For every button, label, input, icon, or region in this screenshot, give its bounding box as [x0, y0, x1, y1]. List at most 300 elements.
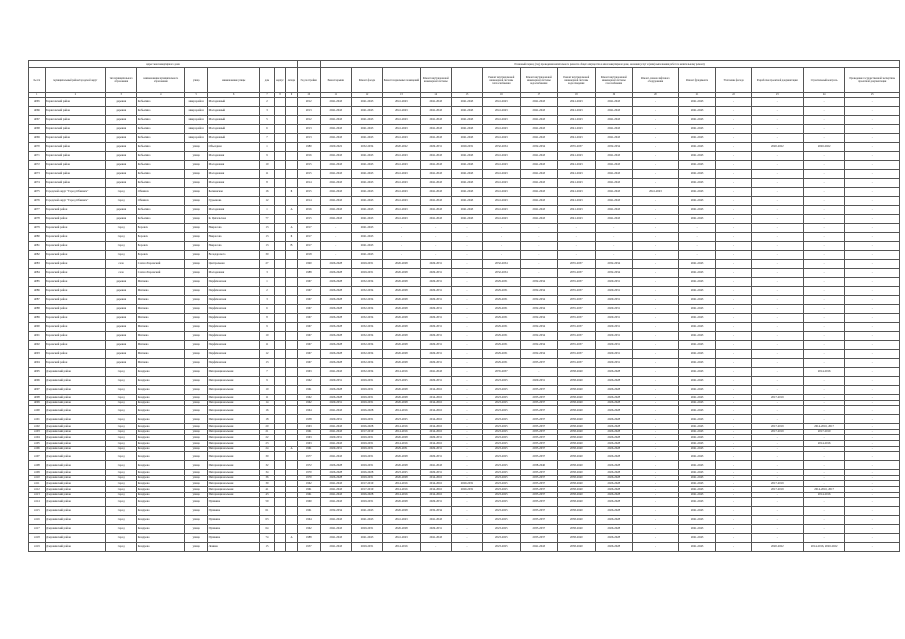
table-cell: - [633, 206, 679, 215]
table-cell: - [716, 507, 751, 516]
table-cell: 2023-2025 [483, 475, 520, 481]
table-cell: 2029-2031 [420, 332, 451, 341]
table-cell: 2014-2016 [420, 386, 451, 395]
table-cell: 2026-2028 [383, 287, 420, 296]
table-cell: 2041-2043 [420, 134, 451, 143]
table-cell: - [845, 251, 900, 260]
table-cell: город [106, 368, 137, 377]
table-cell: 2041-2043 [595, 206, 632, 215]
table-row [29, 341, 900, 350]
table-row [29, 525, 900, 534]
table-cell: 1963 [297, 424, 320, 430]
table-cell: 4089 [29, 314, 46, 323]
table-cell: Интернациональная [208, 377, 260, 386]
table-cell: - [451, 452, 482, 461]
table-cell: Борисовский район [45, 134, 105, 143]
table-cell: - [716, 498, 751, 507]
table-cell: 2029-2031 [483, 278, 520, 287]
table-cell: Молодежный [208, 116, 260, 125]
table-cell: - [751, 197, 803, 206]
table-cell: 2035-2037 [558, 305, 595, 314]
table-cell: 4115 [29, 507, 46, 516]
table-cell: - [845, 260, 900, 269]
table-cell: 2041-2043 [678, 498, 715, 507]
table-cell: 2041-2043 [678, 125, 715, 134]
column-number: 21 [678, 93, 715, 98]
column-header: улица [185, 68, 208, 93]
table-cell: 34 [260, 470, 275, 476]
table-cell [286, 525, 298, 534]
table-cell: 2041-2043 [420, 170, 451, 179]
table-cell: 2041-2043 [678, 134, 715, 143]
table-cell: 8 [260, 179, 275, 188]
table-cell: 2016 [297, 152, 320, 161]
table-cell: 2041-2043 [483, 107, 520, 116]
table-cell: - [420, 233, 451, 242]
table-cell: Кондрово [137, 440, 185, 446]
table-cell: Дзержинский район [45, 446, 105, 452]
table-cell: 1972 [297, 461, 320, 470]
table-cell: Митяево [137, 359, 185, 368]
group-address-header: Адрес многоквартирного дома [29, 61, 298, 68]
table-cell: 2041-2043 [320, 429, 351, 435]
table-cell: 2041-2043 [595, 116, 632, 125]
table-cell: 2041-2043 [678, 296, 715, 305]
table-cell: - [751, 251, 803, 260]
table-cell: город [106, 507, 137, 516]
table-cell: - [451, 233, 482, 242]
table-cell: 2041-2043 [678, 475, 715, 481]
table-cell: - [633, 278, 679, 287]
table-cell: Борисовский район [45, 179, 105, 188]
table-cell: 2041-2043 [420, 116, 451, 125]
table-cell: 2013 [297, 134, 320, 143]
table-cell: Дзержинский район [45, 534, 105, 543]
table-cell: - [751, 314, 803, 323]
column-number: 20 [633, 93, 679, 98]
table-cell: 2041-2043 [558, 206, 595, 215]
table-cell: - [803, 278, 845, 287]
table-cell: Кондрово [137, 429, 185, 435]
table-cell: - [751, 492, 803, 498]
table-cell: Дзержинский район [45, 543, 105, 552]
table-cell: 2041-2043 [420, 461, 451, 470]
table-cell: 2038-2040 [558, 525, 595, 534]
table-cell: - [520, 368, 557, 377]
table-cell: - [420, 251, 451, 260]
table-cell: город [106, 534, 137, 543]
table-cell: 2014-2016 [383, 429, 420, 435]
table-cell: улица [185, 188, 208, 197]
table-cell: Боровский район [45, 251, 105, 260]
table-cell: Интернациональная [208, 435, 260, 441]
table-cell: 2041-2043 [383, 516, 420, 525]
table-cell: 2029-2031 [595, 287, 632, 296]
table-cell: Б [286, 233, 298, 242]
table-cell: 16 [260, 188, 275, 197]
table-cell: - [751, 332, 803, 341]
table-row [29, 188, 900, 197]
table-cell: Парфёновская [208, 314, 260, 323]
table-cell: 2041-2043 [451, 188, 482, 197]
table-cell: - [751, 400, 803, 406]
table-cell: - [633, 525, 679, 534]
table-cell: 2038-2040 [558, 543, 595, 552]
table-cell: Кондрово [137, 481, 185, 487]
table-cell: 2041-2043 [558, 125, 595, 134]
table-cell: 4096 [29, 377, 46, 386]
table-cell: 2026-2028 [320, 269, 351, 278]
table-cell: 2035-2037 [520, 424, 557, 430]
table-cell: 2041-2043 [678, 534, 715, 543]
table-cell: 2041-2043 [383, 215, 420, 224]
table-cell: 2035-2037 [520, 429, 557, 435]
table-cell: 2014-2016, 2020-2022 [803, 543, 845, 552]
table-cell: Борисовский район [45, 161, 105, 170]
table-cell: Дзержинский район [45, 386, 105, 395]
table-cell: - [633, 415, 679, 424]
table-cell: 2029-2031 [483, 359, 520, 368]
table-cell: Дзержинский район [45, 429, 105, 435]
table-cell: - [716, 446, 751, 452]
column-header: Разработка проектной документации [751, 68, 803, 93]
table-cell: Некрасова [208, 242, 260, 251]
table-cell: 2041-2043 [595, 161, 632, 170]
table-cell: 2029-2031 [320, 446, 351, 452]
table-cell: Совхоз Боровский [137, 260, 185, 269]
table-cell: Некрасова [208, 233, 260, 242]
table-cell: 4103 [29, 429, 46, 435]
table-cell: - [751, 446, 803, 452]
column-header: Ремонт крыши [320, 68, 351, 93]
table-cell: город [106, 400, 137, 406]
table-cell: 2026-2028 [383, 350, 420, 359]
table-cell: улица [185, 543, 208, 552]
table-cell: 10 [260, 161, 275, 170]
table-cell: 2 [260, 98, 275, 107]
table-cell: 2029-2031 [451, 143, 482, 152]
table-cell: 2026-2028 [320, 314, 351, 323]
table-cell: Боровский район [45, 269, 105, 278]
table-cell [274, 296, 285, 305]
table-cell: - [803, 461, 845, 470]
table-cell: 2041-2043 [520, 206, 557, 215]
table-cell: 2026-2028 [351, 492, 382, 498]
table-cell: - [803, 305, 845, 314]
table-cell: 2014-2016 [803, 440, 845, 446]
group-works-header: Плановый период (год) проведения капитального ремонта общего имущества в многоквартирном доме, оказания услуг и (или) выполнения работ по капитальному ремонту [320, 61, 899, 68]
table-cell: 2017-2019 [751, 424, 803, 430]
table-cell: 2041-2043 [320, 424, 351, 430]
table-cell: - [558, 251, 595, 260]
table-row [29, 305, 900, 314]
table-cell: 11 [260, 341, 275, 350]
table-cell: 2041-2043 [520, 215, 557, 224]
table-cell: 2038-2040 [558, 424, 595, 430]
table-cell [286, 116, 298, 125]
table-cell: 36 [260, 475, 275, 481]
table-cell: Пушкина [208, 498, 260, 507]
table-cell: 2023-2025 [483, 516, 520, 525]
table-cell: - [716, 435, 751, 441]
table-cell: 2026-2028 [595, 461, 632, 470]
column-header: Ремонт фундамента [678, 68, 715, 93]
table-cell: Интернациональная [208, 440, 260, 446]
table-cell: 2038-2040 [558, 516, 595, 525]
table-cell: 2035-2037 [520, 400, 557, 406]
table-cell: - [751, 435, 803, 441]
table-cell: - [716, 269, 751, 278]
table-cell: Кобылино [137, 215, 185, 224]
table-cell: 2026-2028 [595, 516, 632, 525]
table-cell: - [751, 269, 803, 278]
column-header: Проведение государственной экспертизы проектной документации [845, 68, 900, 93]
table-cell: Интернациональная [208, 424, 260, 430]
table-cell: 1961 [297, 507, 320, 516]
table-cell: Гурьянова [208, 197, 260, 206]
table-cell: - [716, 461, 751, 470]
table-cell: 2035-2037 [520, 406, 557, 415]
table-cell [274, 224, 285, 233]
table-cell: 2041-2043 [595, 170, 632, 179]
table-cell: 2029-2031 [483, 332, 520, 341]
table-cell: - [633, 287, 679, 296]
table-cell: - [633, 475, 679, 481]
table-cell: 2041-2043 [420, 534, 451, 543]
table-cell: 2032-2034 [320, 507, 351, 516]
table-cell: 2035-2037 [520, 395, 557, 401]
table-cell: 2014 [297, 179, 320, 188]
table-cell: 2041-2043 [383, 206, 420, 215]
table-cell: улица [185, 486, 208, 492]
table-cell: 2023-2025 [483, 435, 520, 441]
table-cell: 2026-2028 [595, 481, 632, 487]
table-cell: - [716, 341, 751, 350]
table-cell: улица [185, 152, 208, 161]
table-cell: - [803, 107, 845, 116]
column-number: 10 [297, 93, 320, 98]
table-cell: 12 [260, 350, 275, 359]
table-cell: 2041-2043 [320, 516, 351, 525]
table-cell: 2035-2037 [558, 314, 595, 323]
table-cell: - [320, 251, 351, 260]
table-cell: - [320, 233, 351, 242]
table-cell: 7 [260, 134, 275, 143]
table-cell: - [751, 525, 803, 534]
table-cell: - [751, 507, 803, 516]
table-row [29, 323, 900, 332]
table-cell: - [803, 224, 845, 233]
table-cell: Митяево [137, 314, 185, 323]
column-header: Ремонт внутридомовой инженерной системы теплоснабжения [483, 68, 520, 93]
table-cell: 2026-2028 [320, 341, 351, 350]
table-cell: Кобылино [137, 206, 185, 215]
table-cell: 2035-2037 [520, 359, 557, 368]
table-cell: - [751, 406, 803, 415]
table-cell: Дзержинский район [45, 406, 105, 415]
table-cell: 2041-2043 [558, 170, 595, 179]
table-cell: 2029-2031 [595, 296, 632, 305]
table-cell: 2023-2025 [483, 543, 520, 552]
table-cell: - [845, 287, 900, 296]
table-cell: 2023-2025 [483, 406, 520, 415]
table-cell: город [106, 188, 137, 197]
table-row [29, 296, 900, 305]
table-cell: 2041-2043 [678, 359, 715, 368]
table-cell: - [716, 188, 751, 197]
table-cell: 1 [260, 143, 275, 152]
table-cell: - [451, 525, 482, 534]
table-cell: город [106, 251, 137, 260]
table-cell: 2017-2019 [351, 429, 382, 435]
table-cell: улица [185, 143, 208, 152]
table-cell: улица [185, 179, 208, 188]
table-cell: 2032-2034 [520, 296, 557, 305]
table-cell: 2026-2028 [383, 525, 420, 534]
table-cell: - [845, 400, 900, 406]
column-number: 16 [483, 93, 520, 98]
table-cell: 4095 [29, 368, 46, 377]
table-cell: улица [185, 415, 208, 424]
table-cell: 2041-2043 [678, 507, 715, 516]
table-cell: - [716, 125, 751, 134]
table-cell: 2035-2037 [520, 435, 557, 441]
table-cell: 2035-2037 [520, 498, 557, 507]
table-cell [274, 525, 285, 534]
table-cell: 2015 [297, 188, 320, 197]
table-row [29, 543, 900, 552]
table-cell: Борисовский район [45, 125, 105, 134]
table-cell: 2041-2043 [383, 116, 420, 125]
table-cell: деревня [106, 206, 137, 215]
table-cell: 2023-2025 [483, 470, 520, 476]
table-cell: - [716, 296, 751, 305]
table-cell: 2041-2043 [678, 486, 715, 492]
table-cell: 1 [260, 206, 275, 215]
table-cell: - [803, 161, 845, 170]
table-cell: 2041-2043 [420, 125, 451, 134]
table-row [29, 287, 900, 296]
table-cell [274, 197, 285, 206]
table-cell: город [106, 406, 137, 415]
table-cell: 2041-2043 [320, 116, 351, 125]
table-row [29, 233, 900, 242]
table-cell: Интернациональная [208, 452, 260, 461]
column-header: наименование муниципального образования [137, 68, 185, 93]
table-cell: 2032-2034 [351, 305, 382, 314]
table-cell: - [633, 507, 679, 516]
table-cell: Боровский район [45, 350, 105, 359]
table-cell: 1963 [297, 368, 320, 377]
table-cell: улица [185, 323, 208, 332]
table-cell: 2041-2043 [351, 233, 382, 242]
table-cell: 2041-2043 [451, 197, 482, 206]
table-cell: 2029-2031 [320, 400, 351, 406]
table-cell: 3 [260, 269, 275, 278]
table-cell [274, 498, 285, 507]
table-cell: - [483, 251, 520, 260]
table-cell: - [716, 206, 751, 215]
table-cell: Дзержинский район [45, 452, 105, 461]
table-cell: - [633, 224, 679, 233]
table-cell: - [845, 170, 900, 179]
table-cell: 2038-2040 [558, 415, 595, 424]
table-cell: - [716, 98, 751, 107]
table-cell: - [520, 233, 557, 242]
table-cell: Кондрово [137, 475, 185, 481]
table-cell: 2026-2028 [595, 400, 632, 406]
table-cell: - [716, 233, 751, 242]
table-cell [286, 341, 298, 350]
table-cell: - [803, 314, 845, 323]
table-cell [286, 507, 298, 516]
table-cell: - [633, 386, 679, 395]
table-cell: - [845, 224, 900, 233]
table-cell: - [716, 152, 751, 161]
table-cell: 2029-2031 [320, 435, 351, 441]
table-cell: Боровск [137, 233, 185, 242]
table-cell: 4078 [29, 215, 46, 224]
table-cell: 2041-2043 [483, 152, 520, 161]
table-cell: 2017-2019 [351, 481, 382, 487]
table-cell: - [845, 215, 900, 224]
table-cell: 2014-2016 [383, 368, 420, 377]
table-cell: 2029-2031 [420, 143, 451, 152]
table-cell: - [751, 134, 803, 143]
table-cell: 2041-2043 [351, 161, 382, 170]
table-cell: 2038-2040 [558, 435, 595, 441]
table-cell [274, 143, 285, 152]
table-cell: Белкинская [208, 188, 260, 197]
table-cell: 4117 [29, 525, 46, 534]
table-cell: 2023-2025 [483, 507, 520, 516]
table-cell: - [845, 424, 900, 430]
table-cell: 4077 [29, 206, 46, 215]
table-cell: 2015 [297, 161, 320, 170]
table-cell: Б [286, 188, 298, 197]
table-cell: 2041-2043 [420, 215, 451, 224]
table-cell: 2026-2028 [383, 400, 420, 406]
table-cell: 2041-2043 [595, 125, 632, 134]
table-cell: - [751, 350, 803, 359]
table-cell: Митяево [137, 278, 185, 287]
table-row [29, 406, 900, 415]
table-cell: 2026-2028 [383, 260, 420, 269]
table-cell: 2035-2037 [520, 470, 557, 476]
table-cell: - [845, 98, 900, 107]
table-cell: - [803, 525, 845, 534]
table-cell: Дзержинский район [45, 475, 105, 481]
table-cell [274, 452, 285, 461]
table-cell: улица [185, 206, 208, 215]
table-cell: 20 [260, 424, 275, 430]
table-cell: Интернациональная [208, 492, 260, 498]
table-cell: 2041-2043 [320, 481, 351, 487]
table-cell: 2041-2043 [678, 368, 715, 377]
column-number: 23 [751, 93, 803, 98]
table-cell: А [286, 206, 298, 215]
table-cell: 2029-2031 [420, 446, 451, 452]
table-cell: - [845, 332, 900, 341]
table-cell [274, 161, 285, 170]
table-cell: - [803, 125, 845, 134]
column-number: 22 [716, 93, 751, 98]
table-cell: 2041-2043 [351, 215, 382, 224]
table-cell: В [286, 242, 298, 251]
table-cell: 2041-2043 [678, 461, 715, 470]
table-cell: - [451, 395, 482, 401]
table-cell: - [716, 415, 751, 424]
